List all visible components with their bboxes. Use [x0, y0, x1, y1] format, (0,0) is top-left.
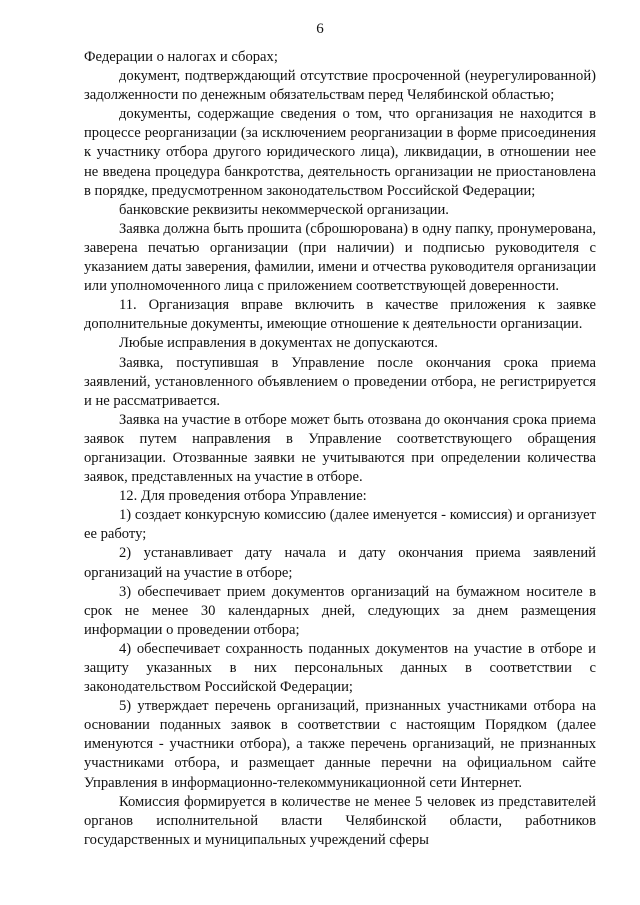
paragraph: Любые исправления в документах не допускаются.: [119, 335, 438, 352]
paragraph: 3) обеспечивает прием документов организаций на бумажном носителе в срок не менее 30 календарных дней, следующих за днем размещения информации о проведении отбора;: [84, 583, 596, 638]
paragraph: Заявка должна быть прошита (сброшюрована) в одну папку, пронумерована, заверена печатью организации (при наличии) и подписью руководителя с указанием даты заверения, фамилии, имени и отчества руководителя организации или уполномоченного лица с приложением соответствующей доверенности.: [84, 220, 596, 295]
paragraph: документы, содержащие сведения о том, что организация не находится в процессе реорганизации (за исключением реорганизации в форме присоединения к участнику отбора другого юридического лица), ликвидации, в отношении нее не введена процедура банкротства, деятельность организации не приостановлена в порядке, предусмотренном законодательством Российской Федерации;: [84, 106, 596, 199]
paragraph: 4) обеспечивает сохранность поданных документов на участие в отборе и защиту указанных в них персональных данных в соответствии с законодательством Российской Федерации;: [84, 640, 596, 696]
page-number: 6: [316, 21, 324, 37]
paragraph: Заявка на участие в отборе может быть отозвана до окончания срока приема заявок путем направления в Управление соответствующего обращения организации. Отозванные заявки не учитываются при определении количества заявок, представленных на участие в отборе.: [84, 411, 596, 486]
paragraph: документ, подтверждающий отсутствие просроченной (неурегулированной) задолженности по денежным обязательствам перед Челябинской областью;: [84, 68, 596, 104]
document-body: [84, 48, 596, 850]
paragraph: Заявка, поступившая в Управление после окончания срока приема заявлений, установленного объявлением о проведении отбора, не регистрируется и не рассматривается.: [84, 354, 596, 409]
paragraph: 1) создает конкурсную комиссию (далее именуется - комиссия) и организует ее работу;: [84, 507, 596, 543]
paragraph: Федерации о налогах и сборах;: [84, 49, 278, 65]
paragraph: банковские реквизиты некоммерческой организации.: [119, 201, 449, 218]
paragraph: Комиссия формируется в количестве не менее 5 человек из представителей органов исполнительной власти Челябинской области, работников государственных и муниципальных учреждений сферы: [84, 793, 596, 848]
paragraph: 2) устанавливает дату начала и дату окончания приема заявлений организаций на участие в отборе;: [84, 545, 596, 581]
paragraph: 12. Для проведения отбора Управление:: [119, 488, 367, 505]
paragraph: 11. Организация вправе включить в качестве приложения к заявке дополнительные документы, имеющие отношение к деятельности организации.: [84, 297, 596, 333]
paragraph: 5) утверждает перечень организаций, признанных участниками отбора на основании поданных заявок в соответствии с настоящим Порядком (далее именуются - участники отбора), а также перечень организаций, не признанных участниками отбора, и размещает данные перечни на официальном сайте Управления в информационно-телекоммуникационной сети Интернет.: [84, 698, 596, 791]
